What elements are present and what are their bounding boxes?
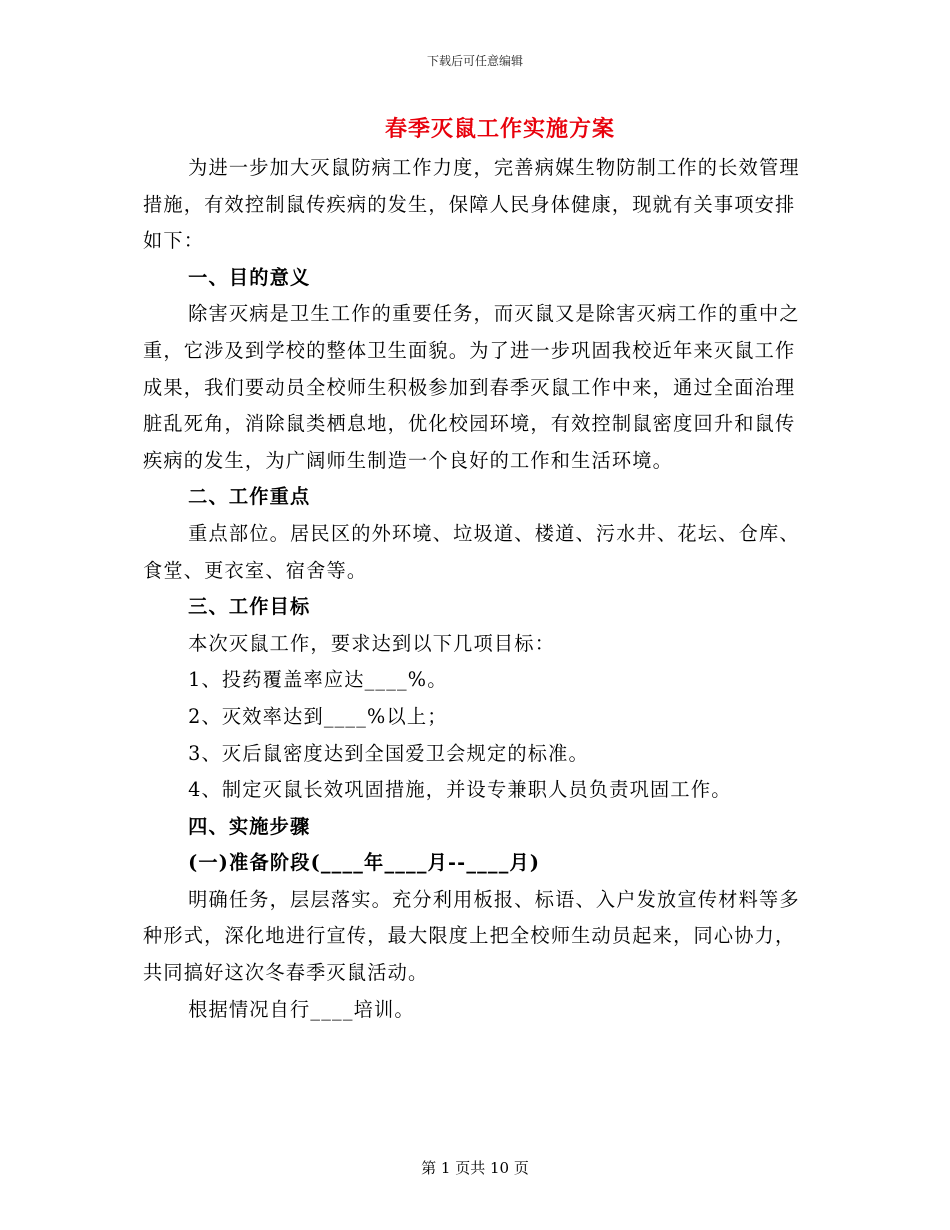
section-heading-goals: 三、工作目标 xyxy=(188,595,311,619)
section-heading-focus: 二、工作重点 xyxy=(188,485,311,509)
page-footer: 第 1 页共 10 页 xyxy=(421,1159,529,1177)
preparation-paragraph: 明确任务，层层落实。充分利用板报、标语、入户发放宣传材料等多种形式，深化地进行宣传，最大限度上把全校师生动员起来，同心协力，共同搞好这次冬春季灭鼠活动。 xyxy=(143,887,800,985)
intro-paragraph: 为进一步加大灭鼠防病工作力度，完善病媒生物防制工作的长效管理措施，有效控制鼠传疾病的发生，保障人民身体健康，现就有关事项安排如下： xyxy=(143,156,800,253)
goal-item-1: 1、投药覆盖率应达____%。 xyxy=(188,668,448,692)
focus-paragraph: 重点部位。居民区的外环境、垃圾道、楼道、污水井、花坛、仓库、食堂、更衣室、宿舍等。 xyxy=(143,521,800,582)
purpose-paragraph: 除害灭病是卫生工作的重要任务，而灭鼠又是除害灭病工作的重中之重，它涉及到学校的整体卫生面貌。为了进一步巩固我校近年来灭鼠工作成果，我们要动员全校师生积极参加到春季灭鼠工作中来，通过全面治理脏乱死角，消除鼠类栖息地，优化校园环境，有效控制鼠密度回升和鼠传疾病的发生，为广阔师生制造一个良好的工作和生活环境。 xyxy=(143,302,800,472)
goal-item-2: 2、灭效率达到____%以上； xyxy=(188,704,448,728)
goals-intro: 本次灭鼠工作，要求达到以下几项目标： xyxy=(188,631,556,655)
goal-item-4: 4、制定灭鼠长效巩固措施，并设专兼职人员负责巩固工作。 xyxy=(188,778,732,802)
section-heading-steps: 四、实施步骤 xyxy=(188,814,311,838)
goal-item-3: 3、灭后鼠密度达到全国爱卫会规定的标准。 xyxy=(188,741,589,765)
training-paragraph: 根据情况自行____培训。 xyxy=(188,997,415,1021)
document-title: 春季灭鼠工作实施方案 xyxy=(384,116,615,142)
section-heading-purpose: 一、目的意义 xyxy=(188,265,311,289)
page-header-note: 下载后可任意编辑 xyxy=(426,54,523,68)
subsection-heading-preparation: (一)准备阶段(____年____月--____月) xyxy=(188,851,541,875)
document-body xyxy=(143,150,808,1028)
